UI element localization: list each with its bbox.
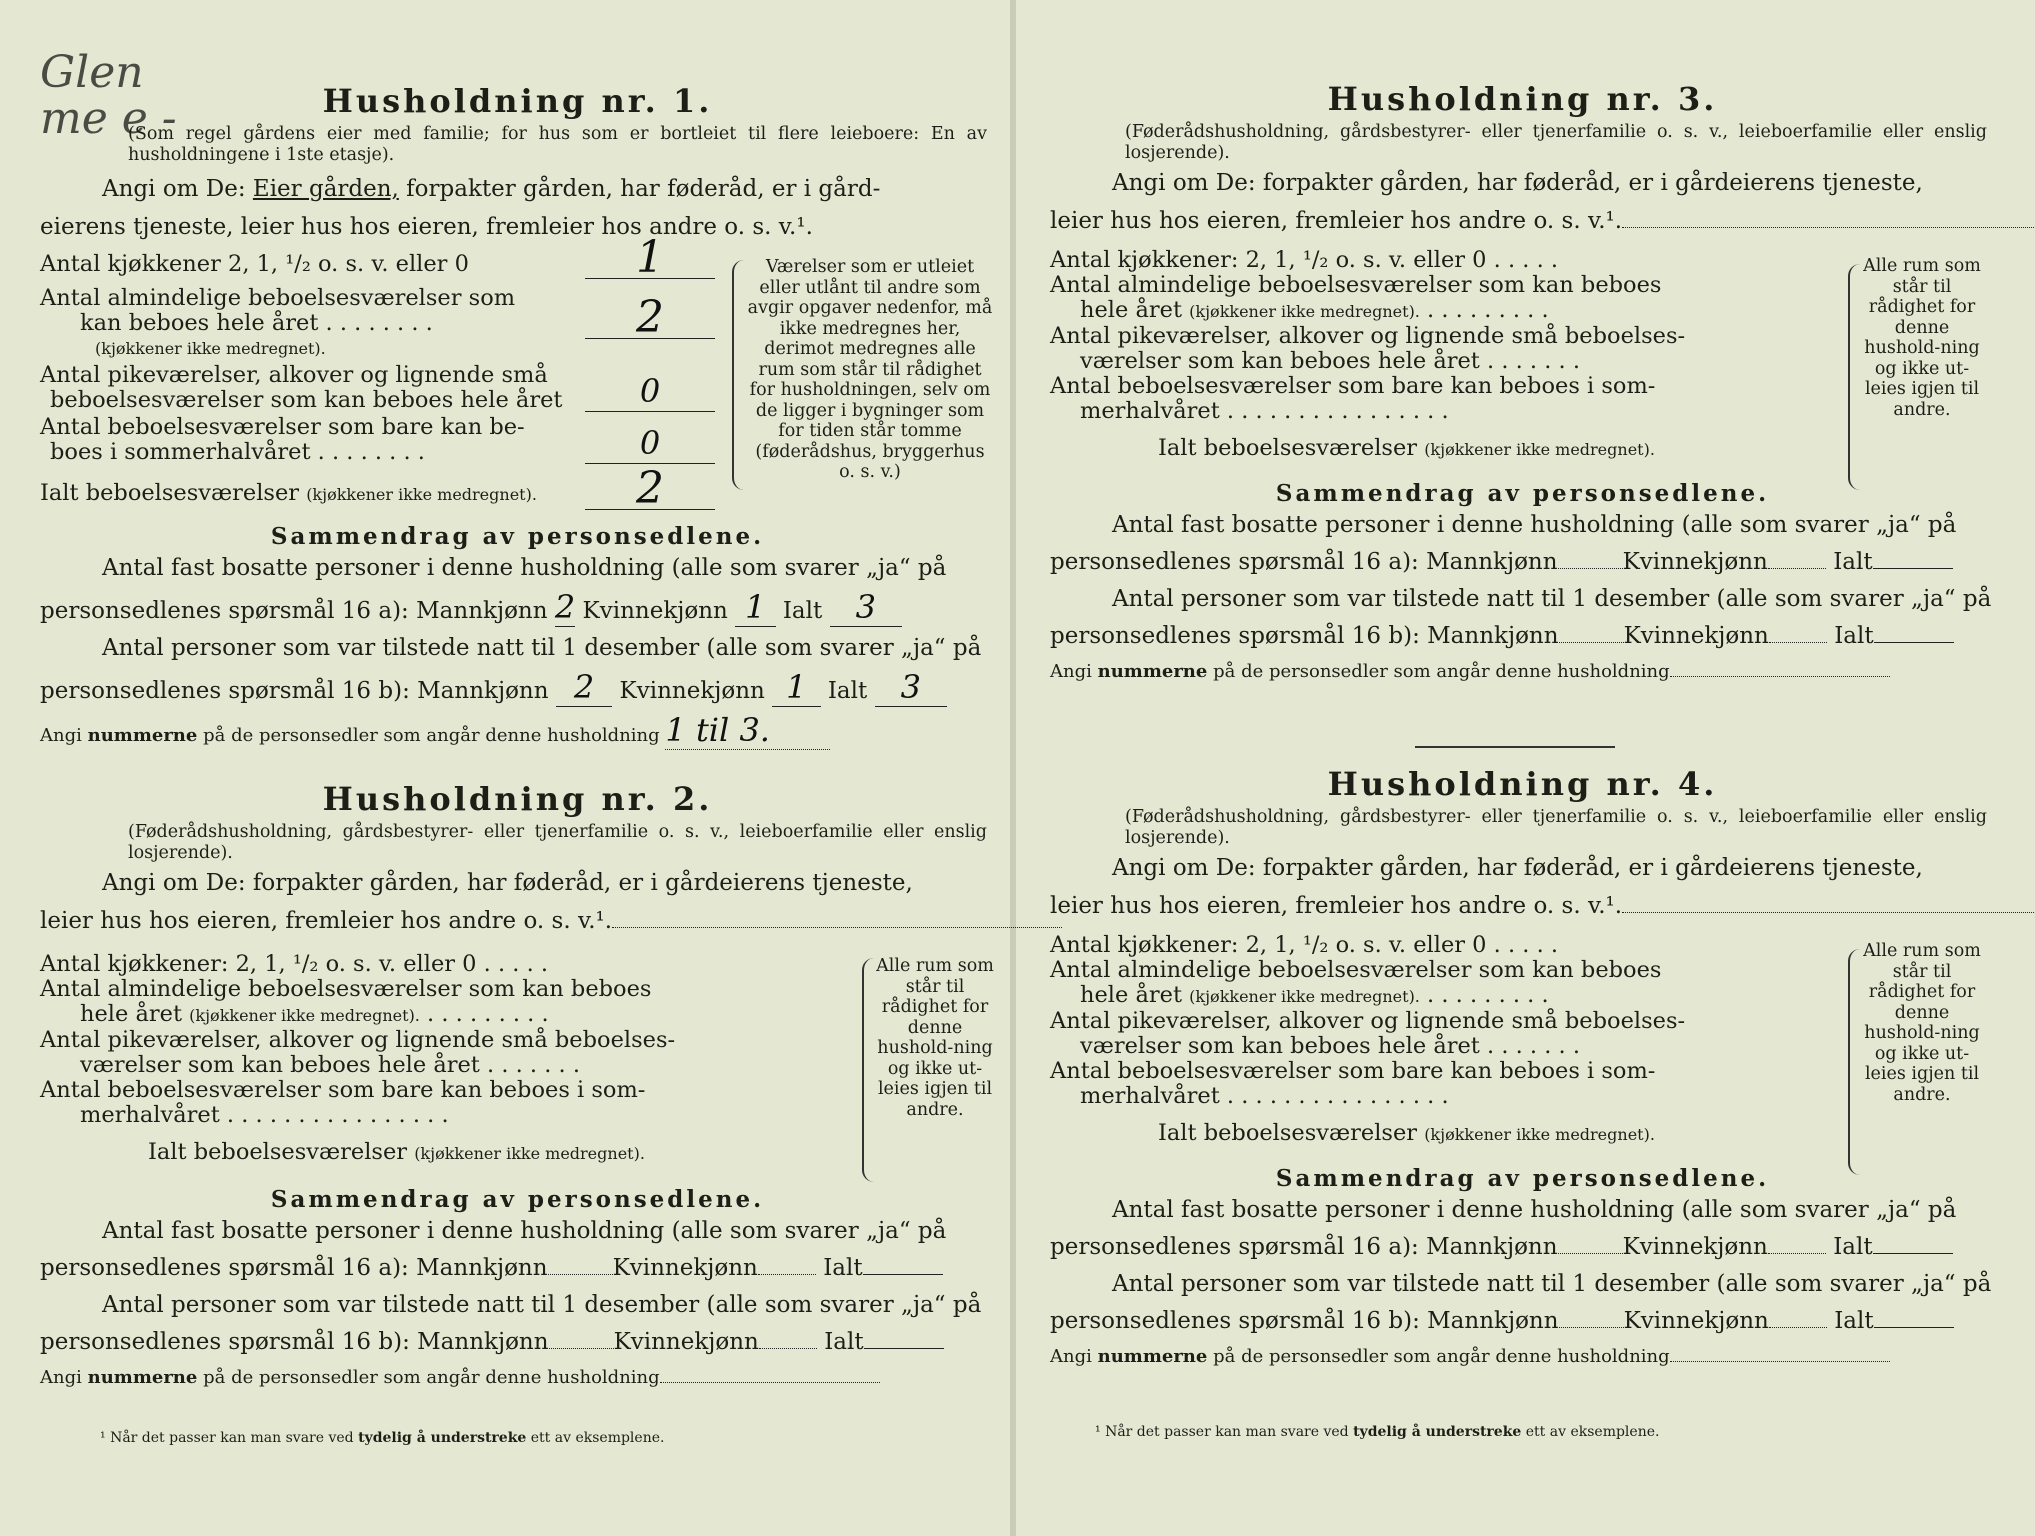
household-1-rooms: [40, 232, 715, 515]
numbers-answer: 1 til 3.: [665, 711, 830, 750]
ialt-3b: Ialt: [1834, 623, 1874, 649]
s4-label: personsedlenes spørsmål 16 b): Mannkjønn: [40, 678, 549, 704]
household-3: [1050, 80, 1995, 689]
s4-label-2: personsedlenes spørsmål 16 b): Mannkjønn: [40, 1329, 549, 1355]
total-rooms-row: [40, 463, 715, 515]
summer-rooms-answer: 0: [585, 423, 715, 464]
total-rooms-small: (kjøkkener ikke medregnet).: [306, 485, 537, 504]
female-label-4b: Kvinnekjønn: [1623, 1308, 1769, 1334]
angi-rest-3: på de personsedler som angår denne husholdning: [1213, 661, 1670, 682]
footnote-left-c: ett av eksemplene.: [530, 1430, 665, 1446]
ialt-4b: Ialt: [1834, 1308, 1874, 1334]
angi-rest-2: på de personsedler som angår denne husholdning: [203, 1367, 660, 1388]
summary-4-numbers: [1050, 1340, 1995, 1374]
angi-line2-text: eierens tjeneste, leier hus hos eieren, fremleier hos andre o. s. v.¹.: [40, 214, 813, 240]
summary-3-line-3: Antal personer som var tilstede natt til 1 desember (alle som svarer „ja“ på: [1112, 586, 1992, 612]
s2-label-3: personsedlenes spørsmål 16 a): Mannkjønn: [1050, 549, 1558, 575]
summary-3-line-4: [1050, 618, 1995, 655]
total-rooms-4: Ialt beboelsesværelser: [1158, 1120, 1418, 1146]
side-note-3: Alle rum som står til rådighet for denne hushold-ning og ikke ut-leies igjen til andre.: [1863, 256, 1981, 420]
summary-3-numbers: [1050, 655, 1995, 689]
summer-rooms-4b: merhalvåret: [1080, 1083, 1220, 1109]
summary-1-line-4: [40, 667, 995, 710]
summary-2-title: Sammendrag av personsedlene.: [270, 1186, 765, 1213]
total-16a: 3: [830, 588, 902, 627]
right-page: [1050, 0, 1995, 1536]
angi-num-rest: på de personsedler som angår denne husholdning: [203, 725, 660, 746]
footnote-right-a: ¹ Når det passer kan man svare ved: [1095, 1424, 1349, 1440]
summary-1-line-3: Antal personer som var tilstede natt til 1 desember (alle som svarer „ja“ på: [102, 635, 982, 661]
s2-label-2: personsedlenes spørsmål 16 a): Mannkjønn: [40, 1255, 548, 1281]
brace-3: [1848, 264, 1860, 490]
household-2-rooms: [40, 952, 712, 1166]
kitchens-row-3: Antal kjøkkener: 2, 1, ¹/₂ o. s. v. eller 0 . . . . .: [1050, 247, 1559, 273]
female-label-b: Kvinnekjønn: [619, 678, 765, 704]
footnote-right-c: ett av eksemplene.: [1525, 1424, 1660, 1440]
rooms-label-2a: Antal almindelige beboelsesværelser som kan beboes: [40, 976, 652, 1002]
summer-rooms-2a: Antal beboelsesværelser som bare kan beboes i som-: [40, 1077, 646, 1103]
summary-1-line-1: Antal fast bosatte personer i denne husholdning (alle som svarer „ja“ på: [102, 555, 947, 581]
summary-2-line-1: Antal fast bosatte personer i denne husholdning (alle som svarer „ja“ på: [102, 1218, 947, 1244]
household-4-title: Husholdning nr. 4.: [1327, 765, 1718, 803]
angi4-line2: leier hus hos eieren, fremleier hos andre o. s. v.¹.: [1050, 893, 1623, 919]
nummerne-2: nummerne: [87, 1367, 198, 1388]
kitchens-label-3: Antal kjøkkener: 2, 1, ¹/₂ o. s. v. eller 0: [1050, 247, 1487, 273]
summary-2-numbers: [40, 1361, 995, 1395]
angi3-line2: leier hus hos eieren, fremleier hos andre o. s. v.¹.: [1050, 208, 1623, 234]
summer-rooms-row-3: Antal beboelsesværelser som bare kan beboes i som- merhalvåret . . . . . . . . . . . . . . . .: [1050, 374, 1720, 424]
small-rooms-row-4: Antal pikeværelser, alkover og lignende små beboelses- værelser som kan beboes hele året . . . . . . .: [1050, 1009, 1720, 1059]
household-3-note: (Føderådshusholdning, gårdsbestyrer- eller tjenerfamilie o. s. v., leieboerfamilie eller enslig losjerende).: [1125, 122, 1987, 163]
angi-label: Angi om De:: [102, 176, 246, 202]
total-rooms-small-3: (kjøkkener ikke medregnet).: [1424, 440, 1655, 459]
household-2: [40, 780, 995, 1395]
s2-label: personsedlenes spørsmål 16 a): Mannkjønn: [40, 598, 548, 624]
total-rooms-2: Ialt beboelsesværelser: [148, 1139, 408, 1165]
ialt-2: Ialt: [823, 1255, 863, 1281]
household-3-angi-line-1: Angi om De: forpakter gården, har føderåd, er i gårdeierens tjeneste,: [1112, 170, 1923, 196]
small-rooms-4b: værelser som kan beboes hele året: [1080, 1033, 1480, 1059]
rooms-row-3: Antal almindelige beboelsesværelser som kan beboes hele året (kjøkkener ikke medregnet). . . . . . . . . .: [1050, 273, 1720, 324]
female-label-2b: Kvinnekjønn: [613, 1329, 759, 1355]
nummerne-3: nummerne: [1097, 661, 1208, 682]
rooms-answer: 2: [585, 298, 715, 339]
total-rooms-row-2: [40, 1140, 712, 1166]
kitchens-row-4: Antal kjøkkener: 2, 1, ¹/₂ o. s. v. eller 0 . . . . .: [1050, 932, 1559, 958]
summer-rooms-row-4: Antal beboelsesværelser som bare kan beboes i som- merhalvåret . . . . . . . . . . . . . . . .: [1050, 1059, 1720, 1109]
summer-rooms-3a: Antal beboelsesværelser som bare kan beboes i som-: [1050, 373, 1656, 399]
handnote-line-2: me e -: [40, 93, 177, 144]
rooms-row: Antal almindelige beboelsesværelser som kan beboes hele året . . . . . . . . (kjøkkener ikke medregnet). 2: [40, 286, 715, 361]
household-2-angi-line-1: Angi om De: forpakter gården, har føderåd, er i gårdeierens tjeneste,: [102, 870, 913, 896]
rooms-label-2c: (kjøkkener ikke medregnet).: [189, 1006, 420, 1025]
rooms-row-2: Antal almindelige beboelsesværelser som kan beboes hele året (kjøkkener ikke medregnet). . . . . . . . . .: [40, 977, 712, 1028]
male-16a: 2: [554, 588, 576, 626]
household-1: [40, 82, 995, 753]
summary-1-title: Sammendrag av personsedlene.: [270, 523, 765, 550]
summer-rooms-3b: merhalvåret: [1080, 398, 1220, 424]
female-16a: 1: [735, 588, 775, 627]
summer-rooms-4a: Antal beboelsesværelser som bare kan beboes i som-: [1050, 1058, 1656, 1084]
summary-2-line-2: [40, 1250, 995, 1287]
rooms-3c: (kjøkkener ikke medregnet).: [1189, 302, 1420, 321]
brace-4: [1848, 949, 1860, 1175]
household-3-rooms: [1050, 248, 1720, 462]
small-rooms-3a: Antal pikeværelser, alkover og lignende små beboelses-: [1050, 323, 1686, 349]
female-label: Kvinnekjønn: [582, 598, 728, 624]
small-rooms-label-b: beboelsesværelser som kan beboes hele året: [50, 387, 563, 413]
nummerne-4: nummerne: [1097, 1346, 1208, 1367]
household-4: [1050, 765, 1995, 1374]
summer-rooms-label-b: boes i sommerhalvåret: [50, 439, 311, 465]
small-rooms-2a: Antal pikeværelser, alkover og lignende små beboelses-: [40, 1027, 676, 1053]
rooms-3a: Antal almindelige beboelsesværelser som kan beboes: [1050, 272, 1662, 298]
summary-1-line-2: [40, 587, 995, 630]
s4-label-4: personsedlenes spørsmål 16 b): Mannkjønn: [1050, 1308, 1559, 1334]
rooms-label-a: Antal almindelige beboelsesværelser som: [40, 285, 516, 311]
ialt-label: Ialt: [782, 598, 823, 624]
nummerne: nummerne: [87, 725, 198, 746]
ialt-3: Ialt: [1833, 549, 1873, 575]
left-page: [40, 0, 995, 1536]
small-rooms-answer: 0: [585, 371, 715, 412]
household-1-title: Husholdning nr. 1.: [322, 82, 713, 120]
total-rooms-answer: 2: [585, 469, 715, 510]
total-rooms-small-2: (kjøkkener ikke medregnet).: [414, 1144, 645, 1163]
household-4-angi-line-2: [1050, 887, 1995, 925]
angi-num-label: Angi: [40, 725, 82, 746]
total-rooms-label: Ialt beboelsesværelser: [40, 480, 300, 506]
summary-4-line-3: Antal personer som var tilstede natt til 1 desember (alle som svarer „ja“ på: [1112, 1271, 1992, 1297]
total-16b: 3: [875, 668, 947, 707]
household-4-angi-line-1: Angi om De: forpakter gården, har føderåd, er i gårdeierens tjeneste,: [1112, 855, 1923, 881]
handnote-line-1: Glen: [40, 47, 144, 98]
household-4-rooms: [1050, 933, 1720, 1147]
total-rooms-row-3: [1050, 436, 1720, 462]
footnote-right-b: tydelig å understreke: [1353, 1424, 1522, 1440]
rooms-label-b: kan beboes hele året: [80, 310, 319, 336]
summer-rooms-row-2: Antal beboelsesværelser som bare kan beboes i som- merhalvåret . . . . . . . . . . . . . . . .: [40, 1078, 712, 1128]
s4-label-3: personsedlenes spørsmål 16 b): Mannkjønn: [1050, 623, 1559, 649]
summary-3-line-2: [1050, 544, 1995, 581]
household-2-angi-line-2: [40, 902, 995, 940]
footnote-right: [1095, 1424, 1659, 1440]
side-note-4: Alle rum som står til rådighet for denne hushold-ning og ikke ut-leies igjen til andre.: [1863, 941, 1981, 1105]
kitchens-row-2: Antal kjøkkener: 2, 1, ¹/₂ o. s. v. eller 0 . . . . .: [40, 951, 549, 977]
household-3-title: Husholdning nr. 3.: [1327, 80, 1718, 118]
rooms-row-4: Antal almindelige beboelsesværelser som kan beboes hele året (kjøkkener ikke medregnet). . . . . . . . . .: [1050, 958, 1720, 1009]
rooms-4b: hele året: [1080, 982, 1182, 1008]
ialt-label-b: Ialt: [827, 678, 868, 704]
small-rooms-row-2: Antal pikeværelser, alkover og lignende små beboelses- værelser som kan beboes hele året . . . . . . .: [40, 1028, 712, 1078]
angi-rest: forpakter gården, har føderåd, er i gård-: [406, 176, 881, 202]
small-rooms-row-3: Antal pikeværelser, alkover og lignende små beboelses- værelser som kan beboes hele året . . . . . . .: [1050, 324, 1720, 374]
summary-4-line-2: [1050, 1229, 1995, 1266]
brace-2: [862, 958, 874, 1182]
ialt-2b: Ialt: [824, 1329, 864, 1355]
household-3-angi-line-2: [1050, 202, 1995, 240]
kitchens-label: Antal kjøkkener 2, 1, ¹/₂ o. s. v. eller 0: [40, 251, 469, 277]
total-rooms-3: Ialt beboelsesværelser: [1158, 435, 1418, 461]
rooms-label-2b: hele året: [80, 1001, 182, 1027]
household-1-angi-line-1: [40, 170, 995, 208]
angi-rest-4: på de personsedler som angår denne husholdning: [1213, 1346, 1670, 1367]
summer-rooms-2b: merhalvåret: [80, 1102, 220, 1128]
female-label-4: Kvinnekjønn: [1622, 1234, 1768, 1260]
separator-line: [1415, 746, 1615, 748]
summer-rooms-label-a: Antal beboelsesværelser som bare kan be-: [40, 414, 525, 440]
footnote-left: [100, 1430, 664, 1446]
rooms-4c: (kjøkkener ikke medregnet).: [1189, 987, 1420, 1006]
summary-2-line-3: Antal personer som var tilstede natt til 1 desember (alle som svarer „ja“ på: [102, 1292, 982, 1318]
male-16b: 2: [556, 668, 612, 707]
rooms-3b: hele året: [1080, 297, 1182, 323]
female-label-3: Kvinnekjønn: [1622, 549, 1768, 575]
small-rooms-row: [40, 363, 715, 413]
small-rooms-4a: Antal pikeværelser, alkover og lignende små beboelses-: [1050, 1008, 1686, 1034]
brace-1: [732, 260, 744, 490]
household-2-note: (Føderådshusholdning, gårdsbestyrer- eller tjenerfamilie o. s. v., leieboerfamilie eller enslig losjerende).: [128, 822, 987, 863]
summary-4-line-4: [1050, 1303, 1995, 1340]
household-2-title: Husholdning nr. 2.: [322, 780, 713, 818]
household-4-note: (Føderådshusholdning, gårdsbestyrer- eller tjenerfamilie o. s. v., leieboerfamilie eller enslig losjerende).: [1125, 807, 1987, 848]
angi-num-2: Angi: [40, 1367, 82, 1388]
summary-4-title: Sammendrag av personsedlene.: [1275, 1165, 1770, 1192]
female-label-3b: Kvinnekjønn: [1623, 623, 1769, 649]
footnote-left-b: tydelig å understreke: [358, 1430, 527, 1446]
kitchens-row: [40, 232, 715, 286]
rooms-4a: Antal almindelige beboelsesværelser som kan beboes: [1050, 957, 1662, 983]
small-rooms-2b: værelser som kan beboes hele året: [80, 1052, 480, 1078]
total-rooms-row-4: [1050, 1121, 1720, 1147]
page-fold: [1010, 0, 1016, 1536]
summary-3-line-1: Antal fast bosatte personer i denne husholdning (alle som svarer „ja“ på: [1112, 512, 1957, 538]
small-rooms-3b: værelser som kan beboes hele året: [1080, 348, 1480, 374]
household-1-note: (Som regel gårdens eier med familie; for hus som er bortleiet til flere leieboere: En av husholdningene i 1ste etasje).: [128, 124, 987, 165]
household-1-angi-line-2: [40, 208, 995, 246]
angi-line2: leier hus hos eieren, fremleier hos andre o. s. v.¹.: [40, 908, 613, 934]
side-note-1: Værelser som er utleiet eller utlånt til andre som avgir opgaver nedenfor, må ikke medregnes her, derimot medregnes alle rum som står til rådighet for husholdningen, selv om de ligger i bygninger som for tiden står tomme (føderådshus, bryggerhus o. s. v.): [747, 257, 993, 482]
small-rooms-label-a: Antal pikeværelser, alkover og lignende små: [40, 362, 548, 388]
rooms-label-c: (kjøkkener ikke medregnet).: [95, 339, 326, 358]
kitchens-label-2: Antal kjøkkener: 2, 1, ¹/₂ o. s. v. eller 0: [40, 951, 477, 977]
footnote-left-a: ¹ Når det passer kan man svare ved: [100, 1430, 354, 1446]
female-label-2: Kvinnekjønn: [612, 1255, 758, 1281]
kitchens-answer: 1: [585, 238, 715, 279]
ialt-4: Ialt: [1833, 1234, 1873, 1260]
angi-num-4: Angi: [1050, 1346, 1092, 1367]
angi-num-3: Angi: [1050, 661, 1092, 682]
summary-1-numbers: [40, 710, 995, 753]
kitchens-label-4: Antal kjøkkener: 2, 1, ¹/₂ o. s. v. eller 0: [1050, 932, 1487, 958]
summary-4-line-1: Antal fast bosatte personer i denne husholdning (alle som svarer „ja“ på: [1112, 1197, 1957, 1223]
side-note-2: Alle rum som står til rådighet for denne hushold-ning og ikke ut-leies igjen til andre.: [876, 956, 994, 1120]
total-rooms-small-4: (kjøkkener ikke medregnet).: [1424, 1125, 1655, 1144]
s2-label-4: personsedlenes spørsmål 16 a): Mannkjønn: [1050, 1234, 1558, 1260]
summer-rooms-row: Antal beboelsesværelser som bare kan be- boes i sommerhalvåret . . . . . . . . 0: [40, 415, 715, 465]
summary-2-line-4: [40, 1324, 995, 1361]
female-16b: 1: [772, 668, 820, 707]
eier-underlined: Eier gården,: [252, 176, 399, 202]
summary-3-title: Sammendrag av personsedlene.: [1275, 480, 1770, 507]
